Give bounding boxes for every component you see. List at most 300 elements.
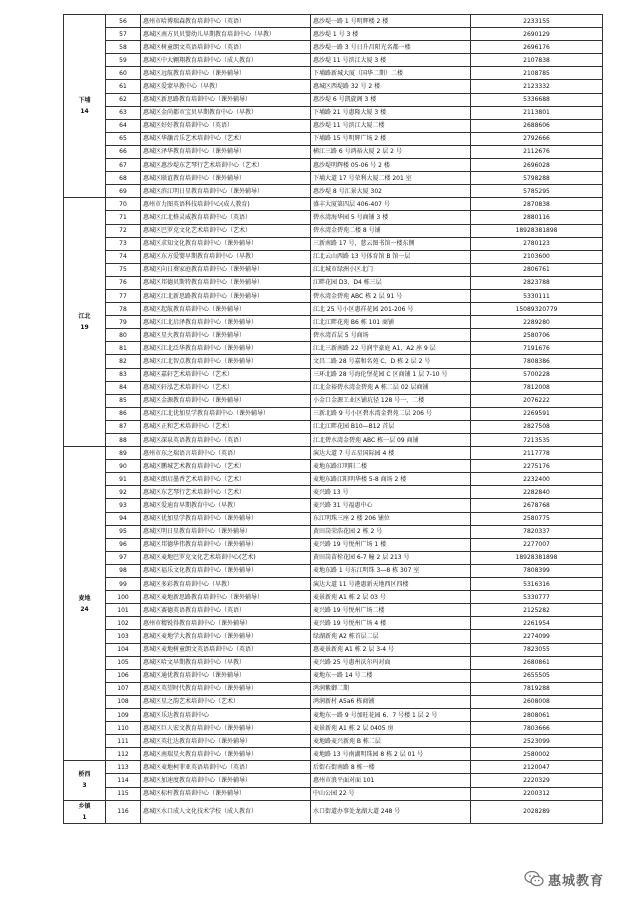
institution-name: 惠城区金尚都市宝贝早期教育中心（早教） [141, 106, 311, 119]
row-number: 87 [106, 420, 141, 433]
address: 江北碧水湾金碧苑 ABC 栋一层 09 商铺 [311, 434, 471, 447]
table-row [64, 15, 603, 28]
phone: 2806761 [471, 263, 603, 276]
table-row [64, 172, 603, 185]
address: 麦地东一路 9 号加旺花园 6、7 号楼 1 层 2 号 [311, 708, 471, 721]
institution-name: 惠城区向日葵家庭教育培训中心（课外辅导） [141, 263, 311, 276]
row-number: 90 [106, 460, 141, 473]
row-number: 77 [106, 289, 141, 302]
region-name: 下埔 [78, 97, 91, 105]
address: 下埔路 21 号惠隆大厦 3 楼 [311, 106, 471, 119]
row-number: 62 [106, 93, 141, 106]
table-row [64, 198, 603, 211]
phone: 2580706 [471, 329, 603, 342]
table-row [64, 735, 603, 748]
phone: 2696176 [471, 41, 603, 54]
wechat-icon [524, 870, 544, 888]
table-row [64, 656, 603, 669]
address: 江北 25 号小区惠祥花园 201-206 号 [311, 303, 471, 316]
institution-name: 惠城区中大翱翔教育培训中心（成人教育） [141, 54, 311, 67]
region-cell [64, 447, 106, 761]
address: 江北江畔花苑 B6 栋 101 商铺 [311, 316, 471, 329]
row-number: 68 [106, 172, 141, 185]
address: 惠沙堤一路 1 号明辉楼 2 楼 [311, 15, 471, 28]
phone: 2870838 [471, 198, 603, 211]
table-row [64, 643, 603, 656]
region-name: 江北 [78, 313, 91, 321]
institution-name: 惠城区深泉英语教育培训中心（英语） [141, 434, 311, 447]
row-number: 93 [106, 499, 141, 512]
address: 麦景新苑 A1 栋 2 层 03 号 [311, 591, 471, 604]
row-number: 57 [106, 28, 141, 41]
phone: 2282840 [471, 486, 603, 499]
institution-name: 惠城区江北格灵威教育培训中心（英语） [141, 211, 311, 224]
institution-name: 惠城区麦地新思路教育培训中心（课外辅导） [141, 591, 311, 604]
phone: 2880116 [471, 211, 603, 224]
table-row [64, 381, 603, 394]
address: 惠沙堤明辉楼 05-06 号 2 楼 [311, 159, 471, 172]
row-number: 113 [106, 761, 141, 774]
row-number: 91 [106, 473, 141, 486]
address: 演达大道 7 号五星国际园 4 楼 [311, 447, 471, 460]
institution-name: 惠城区新思路教育培训中心（课外辅导） [141, 93, 311, 106]
address: 麦兴路 31 号福惠中心 [311, 499, 471, 512]
institution-name: 惠城区好好教育培训中心（英语） [141, 119, 311, 132]
table-row [64, 669, 603, 682]
row-number: 82 [106, 355, 141, 368]
address: 鸿润紫御二期 [311, 682, 471, 695]
table-row [64, 185, 603, 198]
row-number: 76 [106, 276, 141, 289]
row-number: 106 [106, 669, 141, 682]
phone: 5798288 [471, 172, 603, 185]
institution-name: 惠城区通优教育培训中心（课外辅导） [141, 669, 311, 682]
region-cell [64, 800, 106, 823]
row-number: 65 [106, 132, 141, 145]
phone: 2107838 [471, 54, 603, 67]
row-number: 63 [106, 106, 141, 119]
institution-name: 惠城区滨江明日星教育培训中心（课外辅导） [141, 185, 311, 198]
row-number: 103 [106, 630, 141, 643]
phone: 15089320779 [471, 303, 603, 316]
institution-name: 惠州市精锐得教育培训中心（课外辅导） [141, 617, 311, 630]
row-number: 99 [106, 578, 141, 591]
institution-name: 惠城区麦地学大教育培训中心（课外辅导） [141, 630, 311, 643]
table-row [64, 355, 603, 368]
institution-name: 惠城区嘉轩艺术培训中心（艺术） [141, 368, 311, 381]
row-number: 112 [106, 748, 141, 761]
address: 麦地路麦兴新苑 B 栋二层 [311, 735, 471, 748]
phone: 5336688 [471, 93, 603, 106]
address: 江北城市绿洲小区北门 [311, 263, 471, 276]
phone: 7808399 [471, 564, 603, 577]
phone: 2125282 [471, 604, 603, 617]
row-number: 73 [106, 237, 141, 250]
table-row [64, 316, 603, 329]
row-number: 59 [106, 54, 141, 67]
institution-name: 惠城区正和艺术培训中心（艺术） [141, 420, 311, 433]
phone: 2120047 [471, 761, 603, 774]
table-row [64, 303, 603, 316]
institution-name: 惠城区巴罗克文化艺术培训中心（艺术） [141, 224, 311, 237]
address: 三环北路 28 号海伦堡花园 C 区商铺 1 层 7-10 号 [311, 368, 471, 381]
table-row [64, 499, 603, 512]
phone: 2580775 [471, 512, 603, 525]
phone: 18928381898 [471, 224, 603, 237]
address: 麦景新苑 A1 栋 2 层 0405 房 [311, 722, 471, 735]
table-row [64, 787, 603, 800]
institution-name: 惠城区巨人宏文教育培训中心（课外辅导） [141, 722, 311, 735]
institution-name: 惠城区泽华教育培训中心（课外辅导） [141, 145, 311, 158]
table-row [64, 276, 603, 289]
address: 江北云山西路 13 号体育馆 B 馆一层 [311, 250, 471, 263]
phone: 2123332 [471, 80, 603, 93]
phone: 2580002 [471, 748, 603, 761]
institution-name: 惠州市力图英语科技培训中心(成人教育) [141, 198, 311, 211]
table-row [64, 525, 603, 538]
address: 文昌二路 28 号嘉和名苑 C、D 栋 2 层 2 号 [311, 355, 471, 368]
region-name: 乡镇 [78, 802, 91, 810]
phone: 7803666 [471, 722, 603, 735]
phone: 2608008 [471, 695, 603, 708]
row-number: 71 [106, 211, 141, 224]
phone: 2780123 [471, 237, 603, 250]
address: 水口街道办事处龙湖大道 248 号 [311, 800, 471, 823]
institution-name: 惠城区鹏城艺术教育培训中心（艺术） [141, 460, 311, 473]
phone: 2680861 [471, 656, 603, 669]
table-row [64, 159, 603, 172]
row-number: 110 [106, 722, 141, 735]
table-row [64, 473, 603, 486]
watermark-text: 惠城教育 [548, 873, 605, 889]
phone: 2220329 [471, 774, 603, 787]
institution-name: 惠城区金源教育培训中心（课外辅导） [141, 394, 311, 407]
region-cell [64, 15, 106, 198]
row-number: 97 [106, 551, 141, 564]
table-row [64, 250, 603, 263]
phone: 2028289 [471, 800, 603, 823]
institution-name: 惠城区明日星教育培训中心（课外辅导） [141, 525, 311, 538]
region-name: 桥西 [78, 771, 91, 779]
table-row [64, 604, 603, 617]
table-row [64, 512, 603, 525]
institution-name: 惠城区起航教育培训中心（课外辅导） [141, 303, 311, 316]
phone: 2277007 [471, 538, 603, 551]
table-row [64, 708, 603, 721]
address: 黄田岗苗栓花园 6-7 幢 2 层 213 号 [311, 551, 471, 564]
table-row [64, 67, 603, 80]
table-row [64, 132, 603, 145]
phone: 2233155 [471, 15, 603, 28]
table-row [64, 486, 603, 499]
address: 惠麦景新苑 A1 栋 2 层 3-4 号 [311, 643, 471, 656]
institution-name: 惠城区爱蒙早教中心（早教） [141, 80, 311, 93]
table-row [64, 722, 603, 735]
row-number: 70 [106, 198, 141, 211]
phone: 2690129 [471, 28, 603, 41]
address: 麦兴路 19 号悦州广场二楼 [311, 604, 471, 617]
table-row [64, 695, 603, 708]
row-number: 61 [106, 80, 141, 93]
institution-name: 惠城区麦地树童朗文英语培训中心（英语） [141, 643, 311, 656]
institution-name: 惠城区南瑞星火教育培训中心（课外辅导） [141, 748, 311, 761]
table-row [64, 460, 603, 473]
institution-name: 惠城区求知文化教育培训中心（课外辅导） [141, 237, 311, 250]
address: 鸿润新村 A5a6 栋商铺 [311, 695, 471, 708]
table-row [64, 80, 603, 93]
row-number: 89 [106, 447, 141, 460]
row-number: 101 [106, 604, 141, 617]
address: 麦地东一路 14 号二楼 [311, 669, 471, 682]
table-row [64, 145, 603, 158]
table-row [64, 578, 603, 591]
phone: 7820337 [471, 525, 603, 538]
institution-name: 惠州市哈博瑞森教育培训中心（英语） [141, 15, 311, 28]
address: 惠沙堤一路 3 号日升昌阳光名都一楼 [311, 41, 471, 54]
row-number: 102 [106, 617, 141, 630]
address: 碧水湾金碧苑 ABC 栋 2 层 91 号 [311, 289, 471, 302]
address: 下埔路新城大厦（国华二期）二楼 [311, 67, 471, 80]
row-number: 64 [106, 119, 141, 132]
row-number: 114 [106, 774, 141, 787]
address: 惠沙堤 1 号 3 楼 [311, 28, 471, 41]
address: 惠州市浪平面对面 101 [311, 774, 471, 787]
address: 三新南路 17 号，慈云图书馆一楼东侧 [311, 237, 471, 250]
phone: 7812008 [471, 381, 603, 394]
table-row [64, 394, 603, 407]
row-number: 111 [106, 735, 141, 748]
table-row [64, 564, 603, 577]
table-row [64, 420, 603, 433]
row-number: 60 [106, 67, 141, 80]
institution-name: 惠城区远航教育培训中心（课外辅导） [141, 67, 311, 80]
table-row [64, 28, 603, 41]
table-row [64, 551, 603, 564]
phone: 2808061 [471, 708, 603, 721]
row-number: 72 [106, 224, 141, 237]
row-number: 100 [106, 591, 141, 604]
phone: 7191676 [471, 342, 603, 355]
phone: 5330111 [471, 289, 603, 302]
address: 麦兴路 13 号 [311, 486, 471, 499]
region-count: 1 [82, 813, 87, 821]
institution-name: 惠城区英望时代教育培训中心（课外辅导） [141, 682, 311, 695]
address: 麦兴路 25 号惠州沃尔玛对面 [311, 656, 471, 669]
table-row [64, 329, 603, 342]
phone: 7823055 [471, 643, 603, 656]
region-count: 3 [82, 782, 87, 790]
row-number: 58 [106, 41, 141, 54]
address: 下埔大道 17 号荣利大厦二楼 201 室 [311, 172, 471, 185]
table-row [64, 538, 603, 551]
table-row [64, 342, 603, 355]
phone: 2678768 [471, 499, 603, 512]
row-number: 105 [106, 656, 141, 669]
table-row [64, 591, 603, 604]
institution-name: 惠城区朗启墨香艺术培训中心（艺术） [141, 473, 311, 486]
table-row [64, 41, 603, 54]
table-row [64, 263, 603, 276]
address: 碧水湾首层 5 号商场 [311, 329, 471, 342]
address: 惠沙堤 11 号滨江大厦 3 楼 [311, 54, 471, 67]
institution-name: 惠城区树童朗文英语培训中心（英语） [141, 41, 311, 54]
table-row [64, 211, 603, 224]
institution-name: 惠城区江北泛华教育培训中心（课外辅导） [141, 342, 311, 355]
address: 惠沙堤 11 号滨江大厦二楼 [311, 119, 471, 132]
address: 江北三新南路 22 号润宇豪庭 A1、A2 座 9 层 [311, 342, 471, 355]
institution-name: 惠城区东艺琴行艺术培训中心（艺术） [141, 486, 311, 499]
address: 三新北路 9 号小区碧水湾金碧苑二层 206 号 [311, 407, 471, 420]
institution-name: 惠城区邦德华伟教育培训中心（课外辅导） [141, 538, 311, 551]
institution-name: 惠城区加速度教育培训中心（课外辅导） [141, 774, 311, 787]
institution-name: 惠城区优加星学教育培训中心（课外辅导） [141, 512, 311, 525]
address: 麦地东路江明阳二楼 [311, 460, 471, 473]
phone: 5785295 [471, 185, 603, 198]
address: 小金口金源工业区铺坑径 128 号一、二楼 [311, 394, 471, 407]
region-name: 麦地 [78, 594, 91, 602]
row-number: 104 [106, 643, 141, 656]
table-row [64, 748, 603, 761]
row-number: 85 [106, 394, 141, 407]
address: 绿湖新苑 A2 栋首层二层 [311, 630, 471, 643]
row-number: 79 [106, 316, 141, 329]
phone: 2076222 [471, 394, 603, 407]
region-cell [64, 198, 106, 447]
row-number: 56 [106, 15, 141, 28]
institution-name: 惠州市东之瑞语言培训中心（英语） [141, 447, 311, 460]
row-number: 74 [106, 250, 141, 263]
phone: 2275176 [471, 460, 603, 473]
phone: 2274099 [471, 630, 603, 643]
institution-name: 惠城区赛德英语教育培训中心（英语） [141, 604, 311, 617]
table-row [64, 407, 603, 420]
address: 惠沙堤 8 号汇景大厦 302 [311, 185, 471, 198]
address: 惠沙堤 6 号凯旋阁 3 楼 [311, 93, 471, 106]
row-number: 69 [106, 185, 141, 198]
table-row [64, 237, 603, 250]
phone: 7819288 [471, 682, 603, 695]
phone: 2108785 [471, 67, 603, 80]
phone: 2823788 [471, 276, 603, 289]
address: 麦兴路 19 号悦州广场 1 楼 [311, 538, 471, 551]
table-row [64, 774, 603, 787]
phone: 2523099 [471, 735, 603, 748]
address: 碧水湾海华园 5 号商铺 3 楼 [311, 211, 471, 224]
institution-name: 惠城区乐达教育培训中心 [141, 708, 311, 721]
table-row [64, 682, 603, 695]
phone: 2289280 [471, 316, 603, 329]
institution-name: 惠城区南方贝贝婴幼儿早期教育培训中心（早教） [141, 28, 311, 41]
phone: 2103600 [471, 250, 603, 263]
row-number: 67 [106, 159, 141, 172]
table-row [64, 630, 603, 643]
phone: 2112676 [471, 145, 603, 158]
phone: 2792666 [471, 132, 603, 145]
row-number: 84 [106, 381, 141, 394]
institution-name: 惠城区惠沙堤东艺琴行艺术培训中心（艺术） [141, 159, 311, 172]
address: 下埔路 15 号明辉广场 2 楼 [311, 132, 471, 145]
phone: 2655505 [471, 669, 603, 682]
table-row [64, 617, 603, 630]
region-count: 19 [80, 324, 89, 332]
table-row [64, 368, 603, 381]
phone: 2269591 [471, 407, 603, 420]
row-number: 109 [106, 708, 141, 721]
table-row [64, 800, 603, 823]
phone: 5316316 [471, 578, 603, 591]
institution-name: 惠城区福乐文化教育培训中心（课外辅导） [141, 564, 311, 577]
address: 江北江畔花园 B10—B12 首层 [311, 420, 471, 433]
table-row [64, 289, 603, 302]
address: 后街石街南路 8 栋一楼 [311, 761, 471, 774]
phone: 2696028 [471, 159, 603, 172]
table-row [64, 93, 603, 106]
phone: 2827508 [471, 420, 603, 433]
address: 惠城区西堤路 32 号 2 楼 [311, 80, 471, 93]
address: 碧水湾金碧苑二楼 8 号铺 [311, 224, 471, 237]
row-number: 108 [106, 695, 141, 708]
address: 黄田岗荣浩花园 2 栋 2 号 [311, 525, 471, 538]
phone: 5330777 [471, 591, 603, 604]
address: 横江三路 6 号鸿裕大厦 2 层 2 号 [311, 145, 471, 158]
table-row [64, 434, 603, 447]
institution-name: 惠城区英壮达教育培训中心（课外辅导） [141, 735, 311, 748]
institution-table [63, 14, 603, 824]
region-count: 24 [80, 605, 89, 613]
institution-name: 惠城区联谊教育培训中心（课外辅导） [141, 172, 311, 185]
row-number: 98 [106, 564, 141, 577]
institution-name: 惠城区多彩教育培训中心（早教） [141, 578, 311, 591]
table-row [64, 447, 603, 460]
institution-name: 惠城区江北优加星学教育培训中心（课外辅导） [141, 407, 311, 420]
table-row [64, 106, 603, 119]
row-number: 75 [106, 263, 141, 276]
row-number: 83 [106, 368, 141, 381]
institution-name: 惠城区轩泓艺术培训中心（艺术） [141, 381, 311, 394]
address: 麦兴路 19 号悦州广场 4 楼 [311, 617, 471, 630]
address: 东江明珠三座 2 楼 206 铺位 [311, 512, 471, 525]
phone: 7808386 [471, 355, 603, 368]
institution-name: 惠城区标杆教育培训中心（课外辅导） [141, 787, 311, 800]
phone: 5700228 [471, 368, 603, 381]
phone: 2232400 [471, 473, 603, 486]
row-number: 78 [106, 303, 141, 316]
address: 麦地路 13 号南湖明珠园 8 栋 2 层 01 号 [311, 748, 471, 761]
row-number: 92 [106, 486, 141, 499]
institution-name: 惠城区麦地巴罗克文化艺术培训中心(艺术) [141, 551, 311, 564]
institution-name: 惠城区江北启泽教育培训中心（课外辅导） [141, 316, 311, 329]
institution-name: 惠城区江北新思路教育培训中心（课外辅导） [141, 289, 311, 302]
phone: 2117778 [471, 447, 603, 460]
row-number: 94 [106, 512, 141, 525]
row-number: 66 [106, 145, 141, 158]
institution-name: 惠城区江北智点教育培训中心（课外辅导） [141, 355, 311, 368]
row-number: 88 [106, 434, 141, 447]
institution-name: 惠城区麦地柯菲亚英语培训中心（英语） [141, 761, 311, 774]
institution-name: 惠城区邦德贝斯特教育培训中心（课外辅导） [141, 276, 311, 289]
institution-name: 惠城区星之韵艺术培训中心（艺术） [141, 695, 311, 708]
table-row [64, 119, 603, 132]
row-number: 86 [106, 407, 141, 420]
address: 麦地东路 1 号东江明珠 3—8 栋 307 室 [311, 564, 471, 577]
address: 江畔花园 D3、D4 栋三层 [311, 276, 471, 289]
phone: 2688606 [471, 119, 603, 132]
phone: 2113801 [471, 106, 603, 119]
address: 江北金裕碧水湾金碧苑 A 栋二层 02 层商铺 [311, 381, 471, 394]
row-number: 115 [106, 787, 141, 800]
address: 演达大道 11 号港惠新天地西区四楼 [311, 578, 471, 591]
phone: 18928381898 [471, 551, 603, 564]
